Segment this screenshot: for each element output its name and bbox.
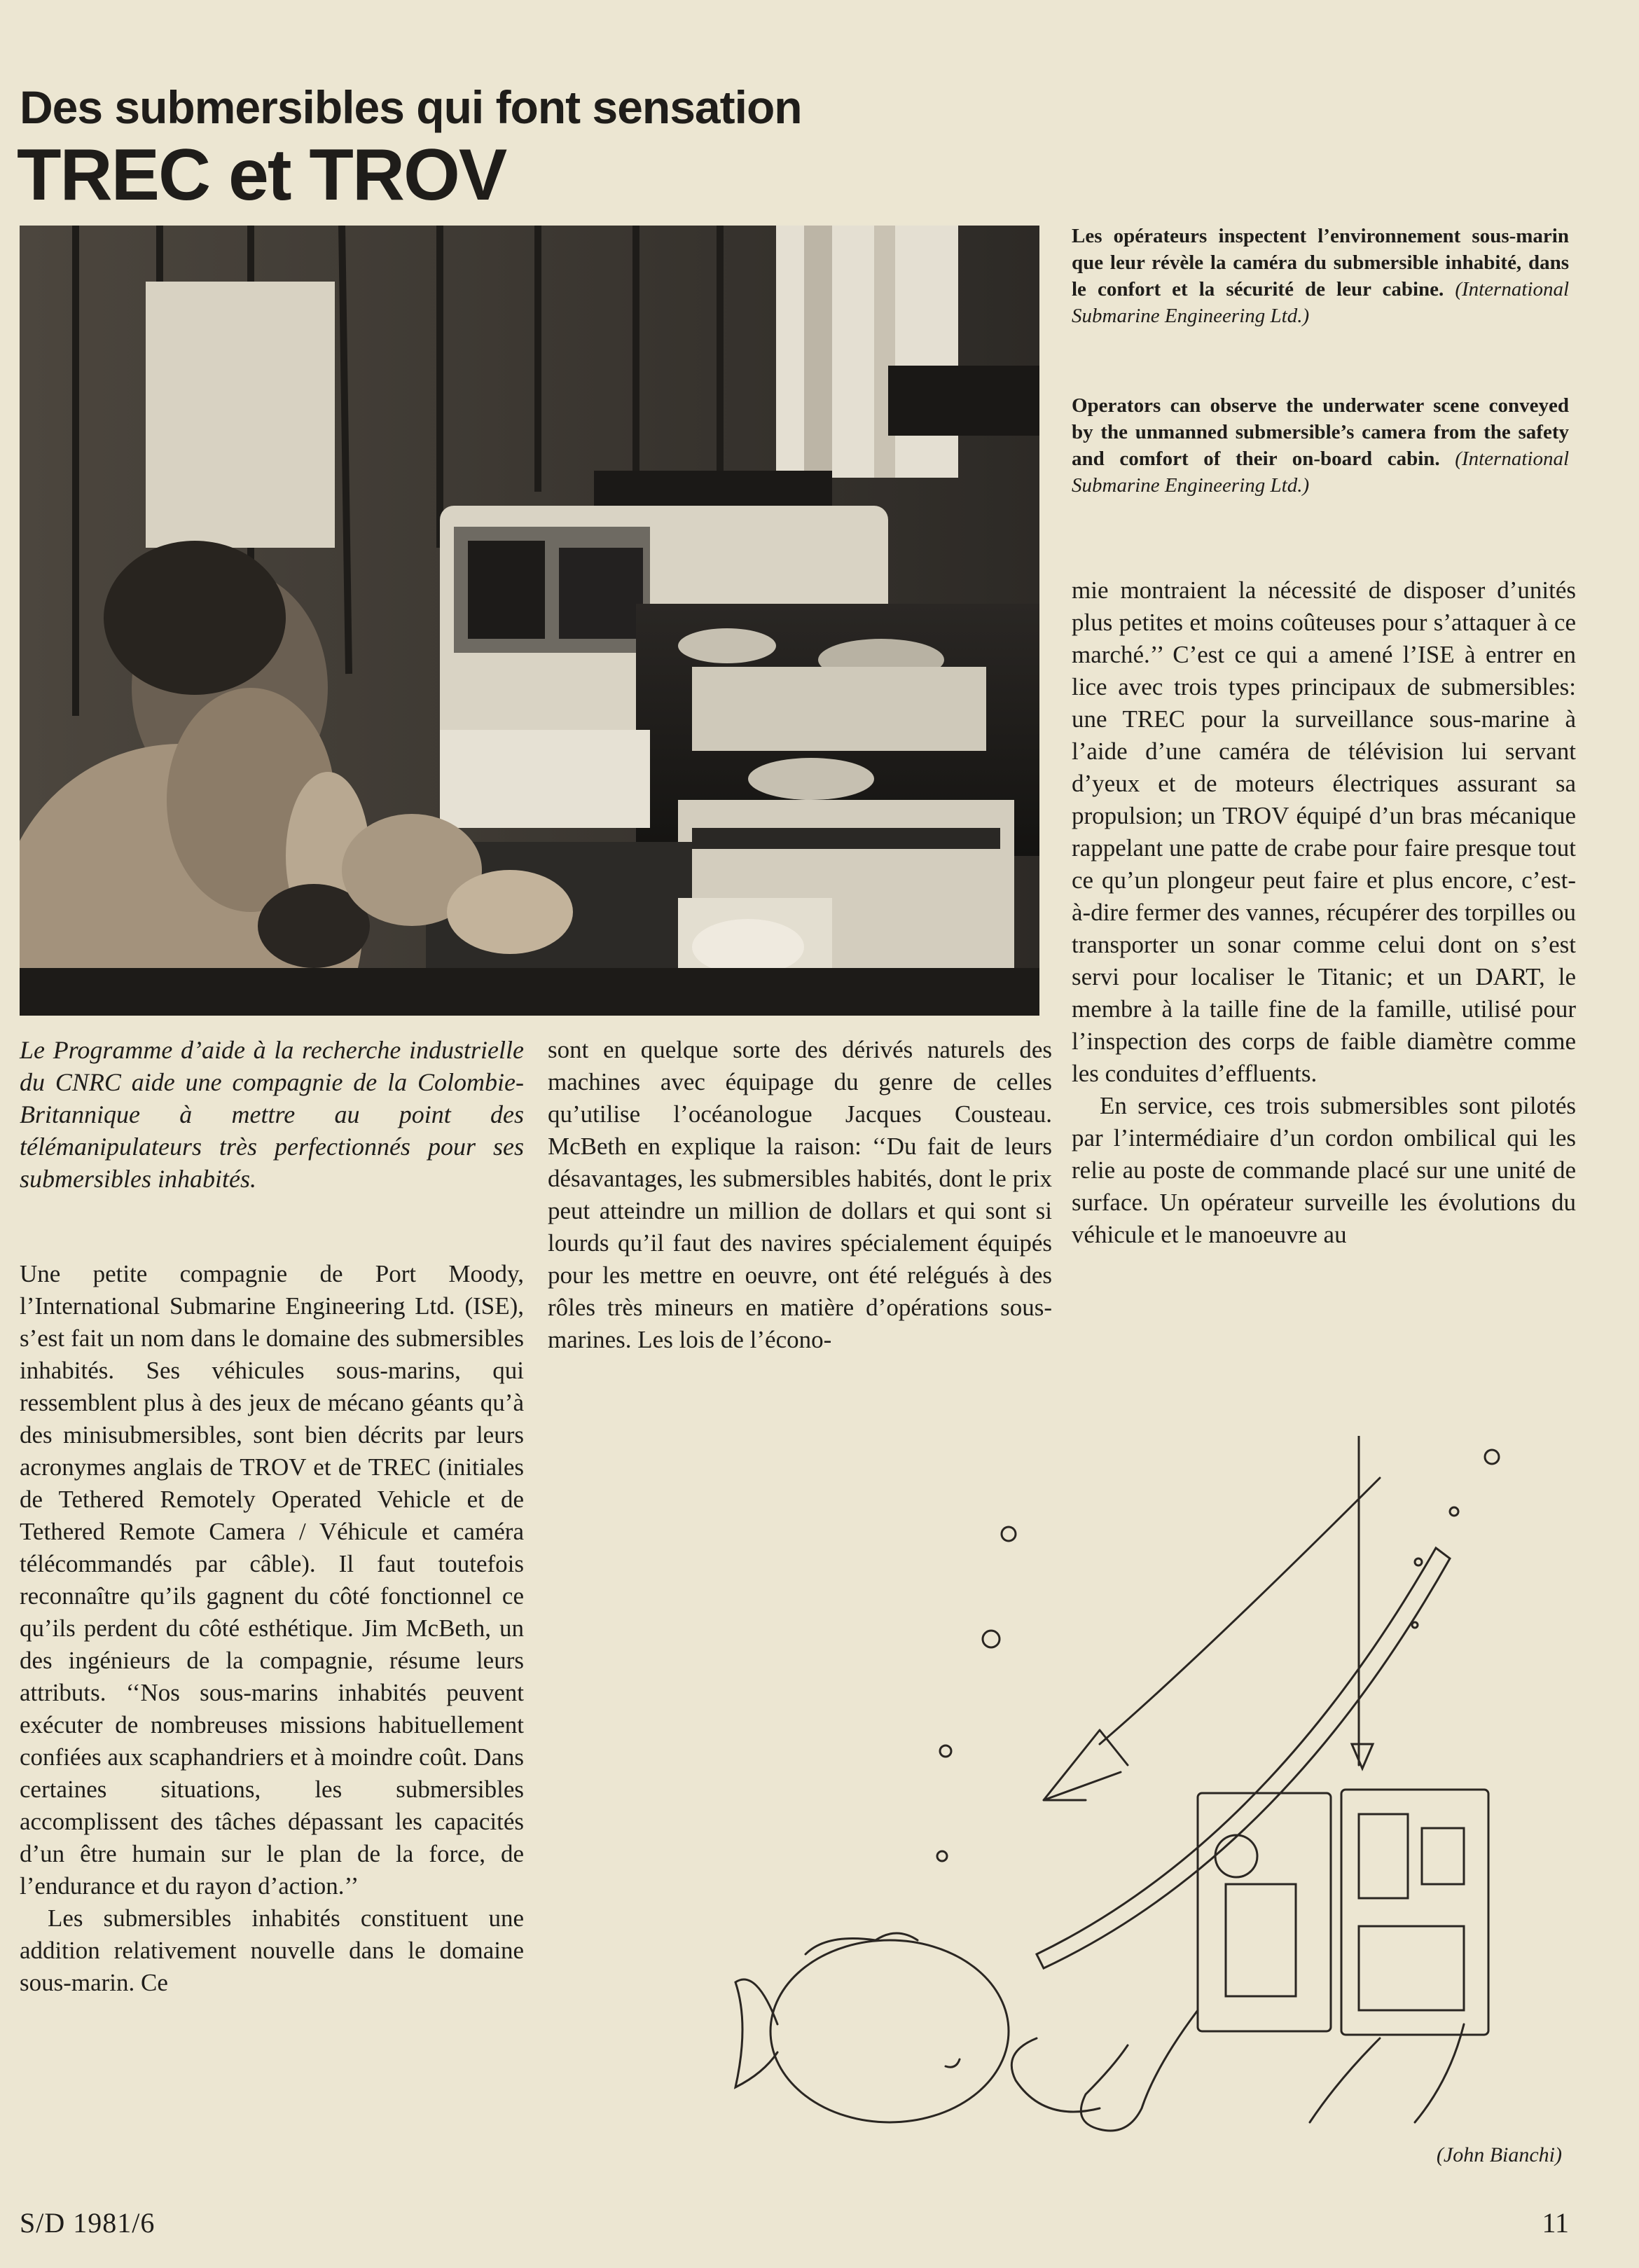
photo-caption-english bbox=[1072, 392, 1569, 499]
submersible-fish-drawing bbox=[707, 1436, 1611, 2150]
caption-text: Operators can observe the underwater scene conveyed by the unmanned submersible’s camera from the safety and comfort of their on-board cabin. bbox=[1072, 394, 1569, 470]
caption-credit: (International Submarine Engineering Ltd.) bbox=[1072, 278, 1570, 327]
paragraph: Les submersibles inhabités constituent une addition relativement nouvelle dans le domaine sous-marin. Ce bbox=[20, 1904, 524, 1996]
issue-reference: S/D 1981/6 bbox=[20, 2207, 155, 2239]
paragraph: En service, ces trois submersibles sont pilotés par l’intermédiaire d’un cordon ombilical qui les relie au poste de commande placé sur une unité de surface. Un opérateur surveille les évolutions du véhicule et le manoeuvre au bbox=[1072, 1092, 1576, 1248]
text-column-1 bbox=[20, 1258, 524, 1999]
paragraph: mie montraient la nécessité de disposer d’unités plus petites et moins coûteuses pour s’attaquer à ce marché.’’ C’est ce qui a amené l’ISE à entrer en lice avec trois types principaux de submersibles: une TREC pour la surveillance sous-marine à l’aide d’une caméra de télévision lui servant d’yeux et de moteurs électriques assurant sa propulsion; un TROV équipé d’un bras mécanique rappelant une patte de crabe pour faire presque tout ce qu’un plongeur peut faire et plus encore, c’est-à-dire fermer des vannes, récupérer des torpilles ou transporter un sonar comme celui dont on s’est servi pour localiser le Titanic; et un DART, le membre à la taille fine de la famille, utilisé pour l’inspection des corps de faible diamètre comme les conduites d’effluents. bbox=[1072, 576, 1576, 1087]
article-title: TREC et TROV bbox=[17, 134, 506, 216]
photo-caption-french bbox=[1072, 223, 1569, 329]
text-column-2 bbox=[548, 1034, 1052, 1356]
caption-credit: (International Submarine Engineering Ltd.) bbox=[1072, 448, 1569, 497]
illustration-credit: (John Bianchi) bbox=[1436, 2143, 1562, 2166]
paragraph: Une petite compagnie de Port Moody, l’International Submarine Engineering Ltd. (ISE), s’est fait un nom dans le domaine des submersibles inhabités. Ses véhicules sous-marins, qui ressemblent plus à des jeux de mécano géants qu’à des minisubmersibles, sont bien décrits par leurs acronymes anglais de TROV et de TREC (initiales de Tethered Remotely Operated Vehicle et de Tethered Remote Camera / Véhicule et caméra télécommandés par câble). Il faut toutefois reconnaître qu’ils gagnent du côté fonctionnel ce qu’ils perdent du côté esthétique. Jim McBeth, un des ingénieurs de la compagnie, résume leurs attributs. ‘‘Nos sous-marins inhabités peuvent exécuter de nombreuses missions habituellement confiées aux scaphandriers et à moindre coût. Dans certaines situations, les submersibles accomplissent des tâches dépassant les capacités d’un être humain sur le plan de la force, de l’endurance et du rayon d’action.’’ bbox=[20, 1260, 524, 1900]
article-lead: Le Programme d’aide à la recherche industrielle du CNRC aide une compagnie de la Colombie-Britannique à mettre au point des télémanipulateurs très perfectionnés pour ses submersibles inhabités. bbox=[20, 1036, 524, 1193]
paragraph: sont en quelque sorte des dérivés naturels des machines avec équipage du genre de celles qu’utilise l’océanologue Jacques Cousteau. McBeth en explique la raison: ‘‘Du fait de leurs désavantages, les submersibles habités, dont le prix peut atteindre un million de dollars et qui sont si lourds qu’il faut des navires spécialement équipés pour les mettre en oeuvre, ont été relégués à des rôles très mineurs en matière d’opérations sous-marines. Les lois de l’écono- bbox=[548, 1036, 1052, 1353]
kicker-headline: Des submersibles qui font sensation bbox=[20, 81, 802, 133]
text-column-3 bbox=[1072, 574, 1576, 1251]
caption-text: Les opérateurs inspectent l’environnement sous-marin que leur révèle la caméra du submersible inhabité, dans le confort et la sécurité de leur cabine. bbox=[1072, 225, 1569, 300]
page-number: 11 bbox=[1542, 2207, 1569, 2239]
control-room-photo bbox=[20, 226, 1039, 1016]
